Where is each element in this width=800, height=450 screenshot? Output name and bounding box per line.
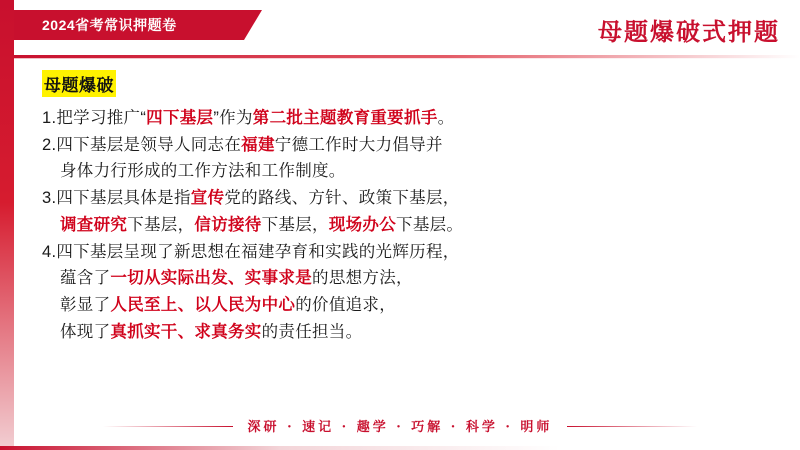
emphasis-text: 现场办公 xyxy=(328,215,397,234)
footer-rule-right xyxy=(567,426,697,427)
body-text: 下基层， xyxy=(261,215,329,234)
emphasis-text: 真抓实干、求真务实 xyxy=(110,322,262,341)
content-line xyxy=(42,292,772,319)
body-text: 3.四下基层具体是指 xyxy=(42,189,191,208)
body-text: 彰显了 xyxy=(60,296,111,315)
content-line xyxy=(42,158,772,185)
emphasis-text: 一切从实际出发、实事求是 xyxy=(110,269,313,288)
body-text: 1.把学习推广“ xyxy=(42,109,147,127)
slide-body xyxy=(42,70,772,345)
body-text: 蕴含了 xyxy=(60,269,111,288)
body-text: 4.四下基层呈现了新思想在福建孕育和实践的光辉历程， xyxy=(42,242,460,261)
content-line xyxy=(42,265,772,292)
header-badge-label: 2024省考常识押题卷 xyxy=(42,17,177,33)
body-text: 下基层， xyxy=(127,215,195,234)
content-line xyxy=(42,239,772,266)
content-line xyxy=(42,212,772,239)
emphasis-text: 第二批主题教育重要抓手 xyxy=(252,109,438,127)
body-text: 。 xyxy=(437,109,455,127)
slide-footer xyxy=(0,416,800,436)
content-line xyxy=(42,105,772,132)
content-lines xyxy=(42,105,772,345)
content-line xyxy=(42,185,772,212)
body-text: 体现了 xyxy=(60,322,111,341)
emphasis-text: 福建 xyxy=(241,135,275,154)
body-text: 下基层。 xyxy=(396,215,464,234)
emphasis-text: 宣传 xyxy=(190,189,225,208)
body-text: 的价值追求， xyxy=(295,296,397,315)
header-badge xyxy=(14,10,244,40)
header-divider-secondary xyxy=(14,58,800,59)
body-text: ”作为 xyxy=(213,109,253,127)
emphasis-text: 信访接待 xyxy=(194,215,262,234)
emphasis-text: 人民至上、以人民为中心 xyxy=(110,296,296,315)
body-text: 党的路线、方针、政策下基层， xyxy=(224,189,460,208)
footer-rule-left xyxy=(103,426,233,427)
body-text: 的责任担当。 xyxy=(261,322,363,341)
left-accent-bar xyxy=(0,0,14,450)
emphasis-text: 调查研究 xyxy=(60,215,128,234)
header-badge-tail xyxy=(244,10,262,40)
emphasis-text: 四下基层 xyxy=(146,109,214,127)
body-text: 的思想方法， xyxy=(312,269,413,288)
body-text: 身体力行形成的工作方法和工作制度。 xyxy=(60,162,346,181)
content-line xyxy=(42,132,772,159)
section-title: 母题爆破 xyxy=(42,70,116,97)
content-line xyxy=(42,319,772,346)
slide-header xyxy=(14,0,800,62)
bottom-accent-bar xyxy=(0,446,800,450)
body-text: 宁德工作时大力倡导并 xyxy=(274,135,443,154)
body-text: 2.四下基层是领导人同志在 xyxy=(42,135,242,154)
page-title: 母题爆破式押题 xyxy=(598,17,780,46)
footer-slogan: 深研 · 速记 · 趣学 · 巧解 · 科学 · 明师 xyxy=(247,420,553,435)
